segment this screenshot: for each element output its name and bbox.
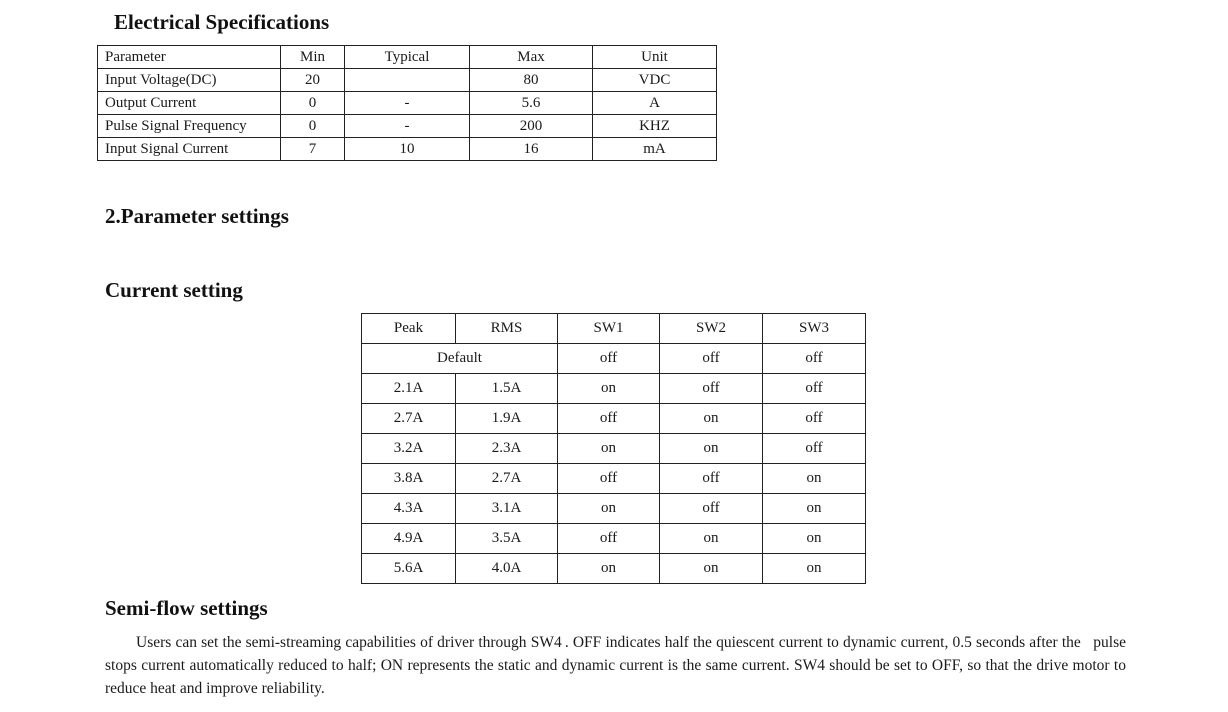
table-row (362, 374, 866, 404)
table-cell: A (593, 92, 717, 115)
table-cell: off (558, 464, 660, 494)
table-cell: on (763, 464, 866, 494)
table-cell: off (558, 524, 660, 554)
header-cell: SW3 (763, 314, 866, 344)
table-row (362, 434, 866, 464)
header-cell: Parameter (98, 46, 281, 69)
table-cell: off (660, 344, 763, 374)
table-cell: off (558, 344, 660, 374)
table-cell: off (660, 494, 763, 524)
table-cell: 3.1A (456, 494, 558, 524)
table-row (98, 115, 717, 138)
table-cell: 0 (281, 115, 345, 138)
semi-flow-heading: Semi-flow settings (105, 596, 268, 620)
header-cell: SW1 (558, 314, 660, 344)
header-cell: Max (470, 46, 593, 69)
table-cell: VDC (593, 69, 717, 92)
table-cell: 4.9A (362, 524, 456, 554)
table-cell: off (660, 464, 763, 494)
table-cell: off (763, 374, 866, 404)
table-cell: 5.6A (362, 554, 456, 584)
table-cell: 10 (345, 138, 470, 161)
table-cell: 3.8A (362, 464, 456, 494)
table-cell: 200 (470, 115, 593, 138)
parameter-settings-heading: 2.Parameter settings (105, 204, 289, 228)
table-cell: 2.3A (456, 434, 558, 464)
table-cell: Input Signal Current (98, 138, 281, 161)
table-cell: 2.1A (362, 374, 456, 404)
table-cell: KHZ (593, 115, 717, 138)
table-cell: 2.7A (456, 464, 558, 494)
table-cell: 1.9A (456, 404, 558, 434)
table-cell: 20 (281, 69, 345, 92)
table-cell: Output Current (98, 92, 281, 115)
table-cell: 7 (281, 138, 345, 161)
table-cell: on (763, 494, 866, 524)
table-row (362, 404, 866, 434)
electrical-specs-heading: Electrical Specifications (114, 10, 330, 34)
table-row (98, 69, 717, 92)
header-cell: Unit (593, 46, 717, 69)
table-row (362, 464, 866, 494)
header-cell: Min (281, 46, 345, 69)
table-cell: 3.2A (362, 434, 456, 464)
table-cell: Pulse Signal Frequency (98, 115, 281, 138)
table-cell: on (660, 404, 763, 434)
table-cell (345, 69, 470, 92)
table-cell: on (660, 554, 763, 584)
table-cell: - (345, 92, 470, 115)
table-cell: on (763, 524, 866, 554)
current-setting-heading: Current setting (105, 278, 243, 302)
table-row (362, 524, 866, 554)
table-cell: mA (593, 138, 717, 161)
table-cell: on (558, 434, 660, 464)
table-cell: - (345, 115, 470, 138)
table-cell: 5.6 (470, 92, 593, 115)
table-cell: 1.5A (456, 374, 558, 404)
table-cell: off (660, 374, 763, 404)
table-cell: off (558, 404, 660, 434)
table-row-default (362, 344, 866, 374)
table-header-row (362, 314, 866, 344)
table-cell: off (763, 404, 866, 434)
table-cell: 4.0A (456, 554, 558, 584)
table-cell: 80 (470, 69, 593, 92)
table-cell: 16 (470, 138, 593, 161)
table-cell: on (558, 374, 660, 404)
table-header-row (98, 46, 717, 69)
table-cell: 4.3A (362, 494, 456, 524)
semi-flow-paragraph: Users can set the semi-streaming capabilities of driver through SW4 . OFF indicates half the quiescent current to dynamic current, 0.5 seconds after the pulse stops current automatically reduced to half; ON represents the static and dynamic current is the same current. SW4 should be set to OFF, so that the drive motor to reduce heat and improve reliability. (105, 634, 1126, 697)
table-row (98, 92, 717, 115)
header-cell: RMS (456, 314, 558, 344)
table-cell: off (763, 434, 866, 464)
table-cell: 0 (281, 92, 345, 115)
current-setting-table (361, 313, 866, 584)
table-cell: on (660, 434, 763, 464)
table-cell: on (558, 494, 660, 524)
table-cell: off (763, 344, 866, 374)
table-cell: on (763, 554, 866, 584)
table-cell: 3.5A (456, 524, 558, 554)
header-cell: Peak (362, 314, 456, 344)
table-row (362, 494, 866, 524)
default-label-cell: Default (362, 344, 558, 374)
table-row (98, 138, 717, 161)
table-cell: 2.7A (362, 404, 456, 434)
electrical-specs-table (97, 45, 717, 161)
header-cell: Typical (345, 46, 470, 69)
table-row (362, 554, 866, 584)
table-cell: on (660, 524, 763, 554)
table-cell: Input Voltage(DC) (98, 69, 281, 92)
header-cell: SW2 (660, 314, 763, 344)
table-cell: on (558, 554, 660, 584)
